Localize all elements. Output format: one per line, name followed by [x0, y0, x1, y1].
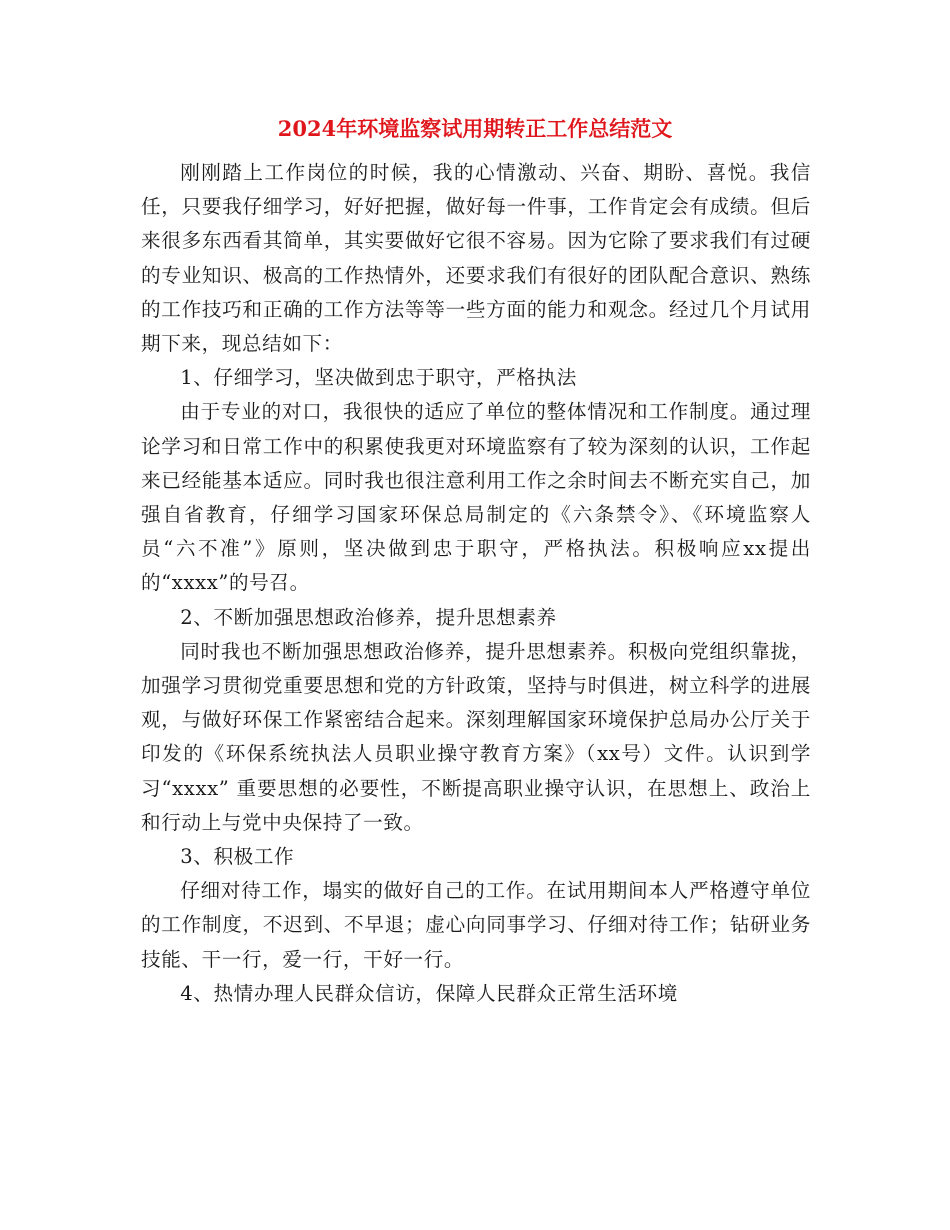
section-heading-4: 4、热情办理人民群众信访，保障人民群众正常生活环境: [180, 981, 678, 1005]
document-body: [141, 156, 811, 1011]
section-heading-1: 1、仔细学习，坚决做到忠于职守，严格执法: [180, 366, 577, 390]
document-title: 2024年环境监察试用期转正工作总结范文: [277, 116, 673, 141]
paragraph-section-3: 仔细对待工作，塌实的做好自己的工作。在试用期间本人严格遵守单位的工作制度，不迟到、不早退；虚心向同事学习、仔细对待工作；钻研业务技能、干一行，爱一行，干好一行。: [141, 879, 811, 971]
paragraph-intro: 刚刚踏上工作岗位的时候，我的心情激动、兴奋、期盼、喜悦。我信任，只要我仔细学习，好好把握，做好每一件事，工作肯定会有成绩。但后来很多东西看其简单，其实要做好它很不容易。因为它除了要求我们有过硬的专业知识、极高的工作热情外，还要求我们有很好的团队配合意识、熟练的工作技巧和正确的工作方法等等一些方面的能力和观念。经过几个月试用期下来，现总结如下：: [141, 161, 811, 356]
paragraph-section-2: 同时我也不断加强思想政治修养，提升思想素养。积极向党组织靠拢，加强学习贯彻党重要思想和党的方针政策，坚持与时俱进，树立科学的进展观，与做好环保工作紧密结合起来。深刻理解国家环境保护总局办公厅关于印发的《环保系统执法人员职业操守教育方案》（xx号）文件。认识到学习“xxxx” 重要思想的必要性，不断提高职业操守认识，在思想上、政治上和行动上与党中央保持了一致。: [141, 639, 811, 834]
section-heading-2: 2、不断加强思想政治修养，提升思想素养: [180, 605, 557, 629]
section-heading-3: 3、积极工作: [180, 845, 295, 869]
paragraph-section-1: 由于专业的对口，我很快的适应了单位的整体情况和工作制度。通过理论学习和日常工作中的积累使我更对环境监察有了较为深刻的认识，工作起来已经能基本适应。同时我也很注意利用工作之余时间去不断充实自己，加强自省教育，仔细学习国家环保总局制定的《六条禁令》、《环境监察人员“六不准”》原则，坚决做到忠于职守，严格执法。积极响应xx提出的“xxxx”的号召。: [141, 400, 811, 595]
